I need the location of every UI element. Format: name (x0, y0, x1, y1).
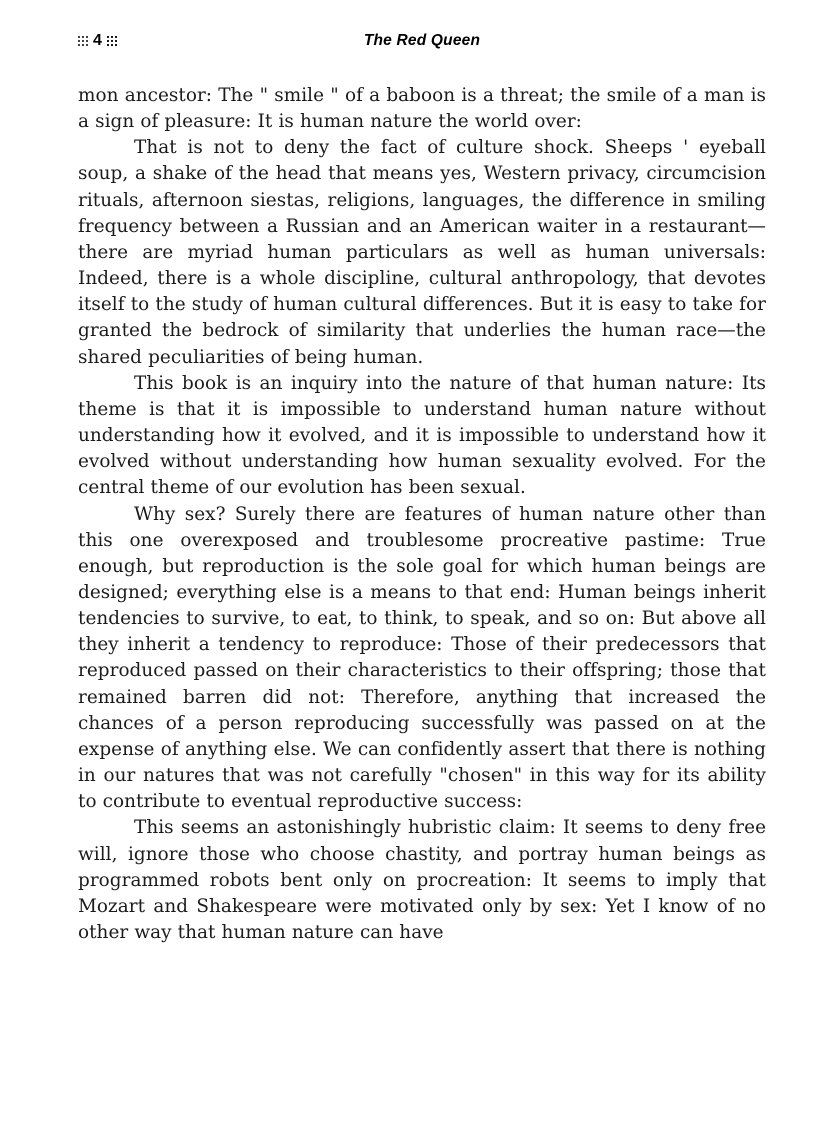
paragraph: mon ancestor: The " smile " of a baboon is a threat; the smile of a man is a sign of pleasure: It is human nature the world over: (78, 85, 766, 133)
paragraph: This seems an astonishingly hubristic claim: It seems to deny free will, ignore those who choose chastity, and portray human beings as programmed robots bent only on procreation: It seems to imply that Mozart and Shakespeare were motivated only by sex: Yet I know of no other way that human nature can have (78, 817, 766, 943)
page-number: 4 (93, 32, 102, 49)
paragraph: This book is an inquiry into the nature of that human nature: Its theme is that it is impossible to understand human nature without understanding how it evolved, and it is impossible to understand how it evolved without understanding how human sexuality evolved. For the central theme of our evolution has been sexual. (78, 372, 766, 499)
running-title: The Red Queen (363, 32, 481, 49)
running-head (78, 29, 766, 55)
body-text (78, 83, 766, 946)
paragraph: That is not to deny the fact of culture shock. Sheeps ' eyeball soup, a shake of the head that means yes, Western privacy, circumcision rituals, afternoon siestas, religions, languages, the difference in smiling frequency between a Russian and an American waiter in a restaurant—there are myriad human particulars as well as human universals: Indeed, there is a whole discipline, cultural anthropology, that devotes itself to the study of human cultural differences. But it is easy to take for granted the bedrock of similarity that underlies the human race—the shared peculiarities of being human. (78, 137, 766, 368)
paragraph: Why sex? Surely there are features of human nature other than this one overexposed and troublesome procreative pastime: True enough, but reproduction is the sole goal for which human beings are designed; everything else is a means to that end: Human beings inherit tendencies to survive, to eat, to think, to speak, and so on: But above all they inherit a tendency to reproduce: Those of their predecessors that reproduced passed on their characteristics to their offspring; those that remained barren did not: Therefore, anything that increased the chances of a person reproducing successfully was passed on at the expense of anything else. We can confidently assert that there is nothing in our natures that was not carefully "chosen" in this way for its ability to contribute to eventual reproductive success: (78, 503, 766, 813)
